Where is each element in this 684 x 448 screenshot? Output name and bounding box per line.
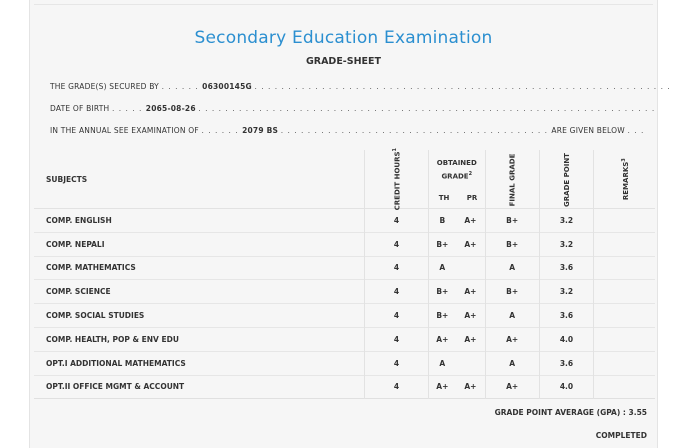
dob-label: DATE OF BIRTH: [50, 104, 110, 113]
final-grade-cell: A+: [485, 327, 539, 351]
grade-point-cell: 3.2: [539, 280, 594, 304]
pr-grade-cell: [456, 256, 485, 280]
pr-grade-cell: A+: [464, 215, 477, 225]
table-row: [34, 232, 655, 256]
subject-cell: OPT.I ADDITIONAL MATHEMATICS: [46, 358, 186, 368]
remarks-cell: [594, 351, 655, 375]
remarks-cell: [594, 327, 655, 351]
table-row: [34, 327, 655, 351]
symbol-value: 06300145G: [202, 82, 252, 91]
table-header: [34, 150, 655, 209]
grade-point-cell: 4.0: [539, 327, 594, 351]
grade-point-cell: 3.2: [539, 209, 594, 233]
table-row: [34, 304, 655, 328]
subjects-header: SUBJECTS: [46, 174, 88, 184]
credit-cell: 4: [365, 232, 428, 256]
remarks-cell: [594, 232, 655, 256]
symbol-label: THE GRADE(S) SECURED BY: [50, 82, 159, 91]
grades-table: [34, 147, 655, 399]
remarks-cell: [594, 304, 655, 328]
grade-sheet: [29, 0, 671, 448]
credit-cell: 4: [365, 375, 428, 399]
subject-cell: COMP. MATHEMATICS: [46, 263, 136, 273]
pr-grade-cell: A+: [464, 382, 477, 392]
exam-value: 2079 BS: [242, 126, 279, 135]
th-grade-cell: B+: [428, 280, 456, 304]
pr-header: PR: [466, 194, 478, 202]
exam-suffix: ARE GIVEN BELOW: [551, 126, 625, 135]
top-divider: [34, 4, 653, 5]
pr-grade-cell: A+: [464, 287, 477, 297]
subject-cell: COMP. ENGLISH: [46, 215, 112, 225]
exam-line: IN THE ANNUAL SEE EXAMINATION OF . . . . . . 2079 BS . . . . . . . . . . . . . . . . . . . . . . . . . . . . . . . . . . . . . . . . ARE GIVEN BELOW . . .: [50, 126, 645, 135]
pr-grade-cell: A+: [464, 334, 477, 344]
credit-hours-header: CREDIT HOURS$^1$: [365, 150, 428, 209]
credit-cell: 4: [365, 351, 428, 375]
final-grade-cell: B+: [485, 232, 539, 256]
subject-cell: OPT.II OFFICE MGMT & ACCOUNT: [46, 382, 185, 392]
grade-point-cell: 3.6: [539, 256, 594, 280]
sheet-subtitle: GRADE-SHEET: [305, 56, 382, 67]
pr-grade-cell: A+: [464, 311, 477, 321]
credit-cell: 4: [365, 327, 428, 351]
credit-cell: 4: [365, 280, 428, 304]
subject-cell: COMP. SCIENCE: [46, 287, 111, 297]
remarks-cell: [594, 375, 655, 399]
final-grade-cell: A: [485, 256, 539, 280]
gpa-summary: GRADE POINT AVERAGE (GPA) : 3.55: [494, 408, 647, 417]
th-header: TH: [438, 194, 450, 202]
obtained-grade-header: OBTAINED GRADE$^2$ TH PR: [428, 150, 485, 209]
table-row: [34, 351, 655, 375]
table-row: [34, 256, 655, 280]
credit-cell: 4: [365, 256, 428, 280]
exam-label: IN THE ANNUAL SEE EXAMINATION OF: [50, 126, 199, 135]
remarks-cell: [594, 256, 655, 280]
grade-point-cell: 3.6: [539, 351, 594, 375]
exam-title: Secondary Education Examination: [194, 28, 493, 48]
subject-cell: COMP. SOCIAL STUDIES: [46, 311, 145, 321]
dob-value: 2065-08-26: [145, 104, 196, 113]
credit-cell: 4: [365, 304, 428, 328]
subject-cell: COMP. HEALTH, POP & ENV EDU: [46, 334, 179, 344]
pr-grade-cell: A+: [464, 239, 477, 249]
remarks-header: REMARKS$^3$: [594, 150, 655, 209]
dob-line: DATE OF BIRTH . . . . . 2065-08-26 . . . . . . . . . . . . . . . . . . . . . . . . . . . . . . . . . . . . . . . . . . . . . . . . . . . . . . . . . . . . . . . . . . . .: [50, 104, 656, 113]
table-row: [34, 280, 655, 304]
final-grade-cell: B+: [485, 280, 539, 304]
subject-cell: COMP. NEPALI: [46, 239, 105, 249]
grade-point-cell: 3.2: [539, 232, 594, 256]
th-grade-cell: A+: [428, 327, 456, 351]
pr-grade-cell: [456, 351, 485, 375]
th-grade-cell: B: [428, 209, 456, 233]
th-grade-cell: A+: [428, 375, 456, 399]
th-grade-cell: B+: [428, 232, 456, 256]
obtained-grade-label: OBTAINED GRADE: [436, 159, 477, 181]
table-row: [34, 375, 655, 399]
th-grade-cell: A: [428, 256, 456, 280]
final-grade-cell: A: [485, 351, 539, 375]
final-grade-cell: A+: [485, 375, 539, 399]
final-grade-cell: A: [485, 304, 539, 328]
symbol-line: THE GRADE(S) SECURED BY . . . . . . 06300145G . . . . . . . . . . . . . . . . . . . . . . . . . . . . . . . . . . . . . . . . . . . . . . . . . . . . . . . . . . . . . .: [50, 82, 671, 91]
remarks-cell: [594, 280, 655, 304]
table-row: [34, 209, 655, 233]
th-grade-cell: B+: [428, 304, 456, 328]
grade-point-cell: 3.6: [539, 304, 594, 328]
remarks-cell: [594, 209, 655, 233]
credit-cell: 4: [365, 209, 428, 233]
final-grade-cell: B+: [485, 209, 539, 233]
th-grade-cell: A: [428, 351, 456, 375]
grade-point-header: GRADE POINT: [539, 150, 594, 209]
grade-point-cell: 4.0: [539, 375, 594, 399]
final-grade-header: FINAL GRADE: [485, 150, 539, 209]
result-status: COMPLETED: [595, 431, 647, 440]
